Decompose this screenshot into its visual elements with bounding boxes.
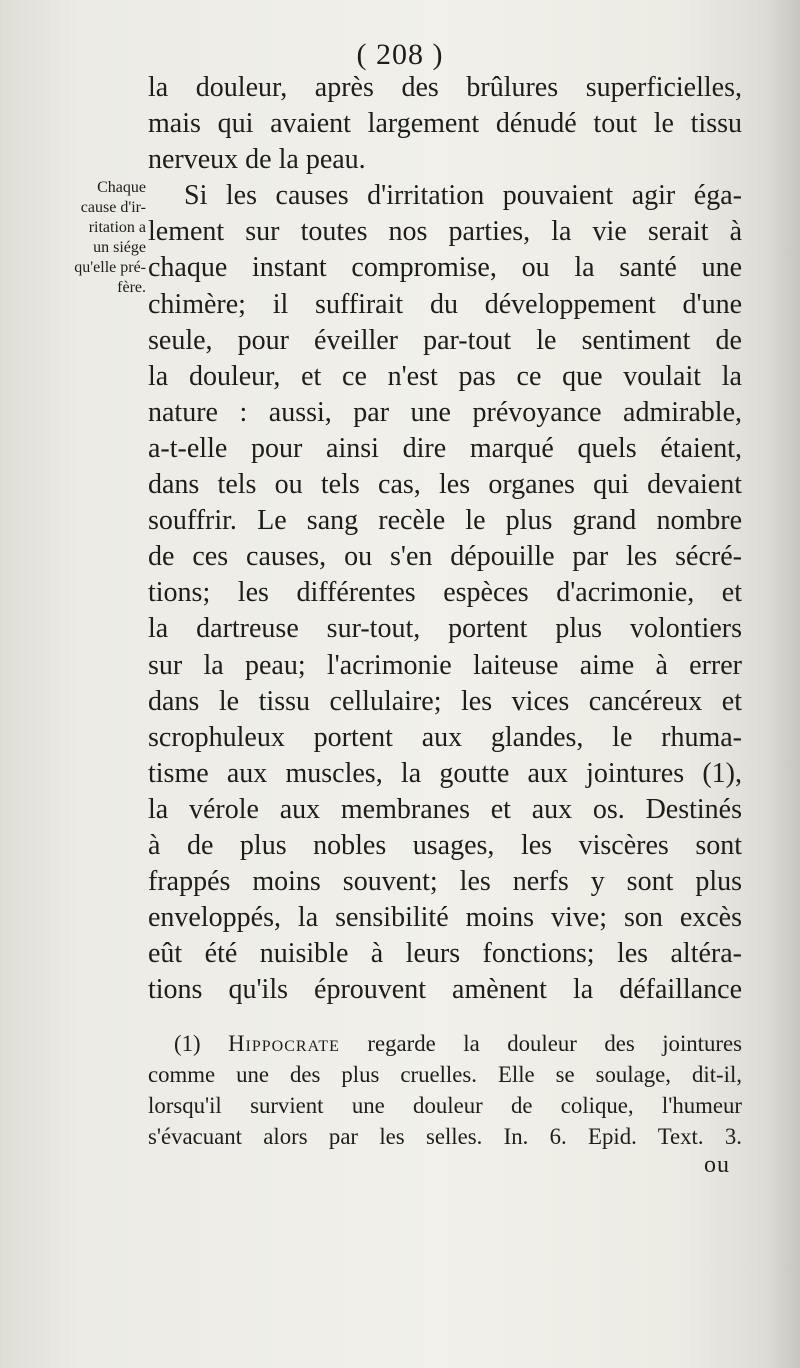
margin-note-line: ritation a [88, 219, 146, 236]
footnote-line [148, 1028, 742, 1059]
text-line: mais qui avaient largement dénudé tout le tissu [148, 108, 742, 140]
footnote-line1-rest: regarde la douleur des jointures [367, 1031, 742, 1056]
text-line: a-t-elle pour ainsi dire marqué quels étaient, [148, 432, 742, 464]
text-line: de ces causes, ou s'en dépouille par les sécré- [148, 541, 742, 573]
footnote [148, 1028, 742, 1152]
text-line: tions; les différentes espèces d'acrimonie, et [148, 577, 742, 609]
margin-note-line: Chaque [97, 179, 146, 196]
text-line: la douleur, après des brûlures superficielles, [148, 72, 742, 103]
footnote-line: lorsqu'il survient une douleur de colique, l'humeur [148, 1093, 742, 1118]
margin-note-line: cause d'ir- [80, 199, 146, 216]
page-edge-shadow [766, 0, 800, 1368]
text-line: à de plus nobles usages, les viscères sont [148, 829, 742, 861]
text-line: nerveux de la peau. [148, 144, 366, 176]
text-line: chimère; il suffirait du développement d'une [148, 288, 742, 320]
main-text [148, 70, 742, 1008]
text-line: scrophuleux portent aux glandes, le rhuma- [148, 721, 742, 753]
catchword: ou [704, 1152, 730, 1178]
text-line: souffrir. Le sang recèle le plus grand nombre [148, 505, 742, 537]
text-line: eût été nuisible à leurs fonctions; les altéra- [148, 938, 742, 970]
text-line: frappés moins souvent; les nerfs y sont plus [148, 866, 742, 898]
text-line: la douleur, et ce n'est pas ce que voulait la [148, 360, 742, 392]
footnote-author: Hippocrate [228, 1031, 340, 1056]
margin-note-line: fère. [117, 279, 146, 296]
text-line: seule, pour éveiller par-tout le sentiment de [148, 324, 742, 356]
text-line: enveloppés, la sensibilité moins vive; son excès [148, 902, 742, 934]
text-line: la vérole aux membranes et aux os. Destinés [148, 793, 742, 825]
margin-note [34, 178, 146, 298]
text-line: dans le tissu cellulaire; les vices cancéreux et [148, 685, 742, 717]
text-line: nature : aussi, par une prévoyance admirable, [148, 396, 742, 428]
text-line: chaque instant compromise, ou la santé une [148, 252, 742, 284]
text-line: la dartreuse sur-tout, portent plus volontiers [148, 613, 742, 645]
text-line: Si les causes d'irritation pouvaient agir éga- [184, 180, 742, 212]
text-line: sur la peau; l'acrimonie laiteuse aime à errer [148, 649, 742, 681]
footnote-line: s'évacuant alors par les selles. In. 6. Epid. Text. 3. [148, 1124, 742, 1149]
margin-note-line: qu'elle pré- [74, 259, 146, 276]
footnote-line: comme une des plus cruelles. Elle se soulage, dit-il, [148, 1062, 742, 1087]
footnote-marker: (1) [174, 1031, 201, 1056]
text-line: tions qu'ils éprouvent amènent la défaillance [148, 974, 742, 1006]
text-line: dans tels ou tels cas, les organes qui devaient [148, 469, 742, 501]
text-line: tisme aux muscles, la goutte aux jointures (1), [148, 757, 742, 789]
text-line: lement sur toutes nos parties, la vie serait à [148, 216, 742, 248]
page-number: ( 208 ) [356, 38, 444, 71]
margin-note-line: un siége [93, 239, 146, 256]
